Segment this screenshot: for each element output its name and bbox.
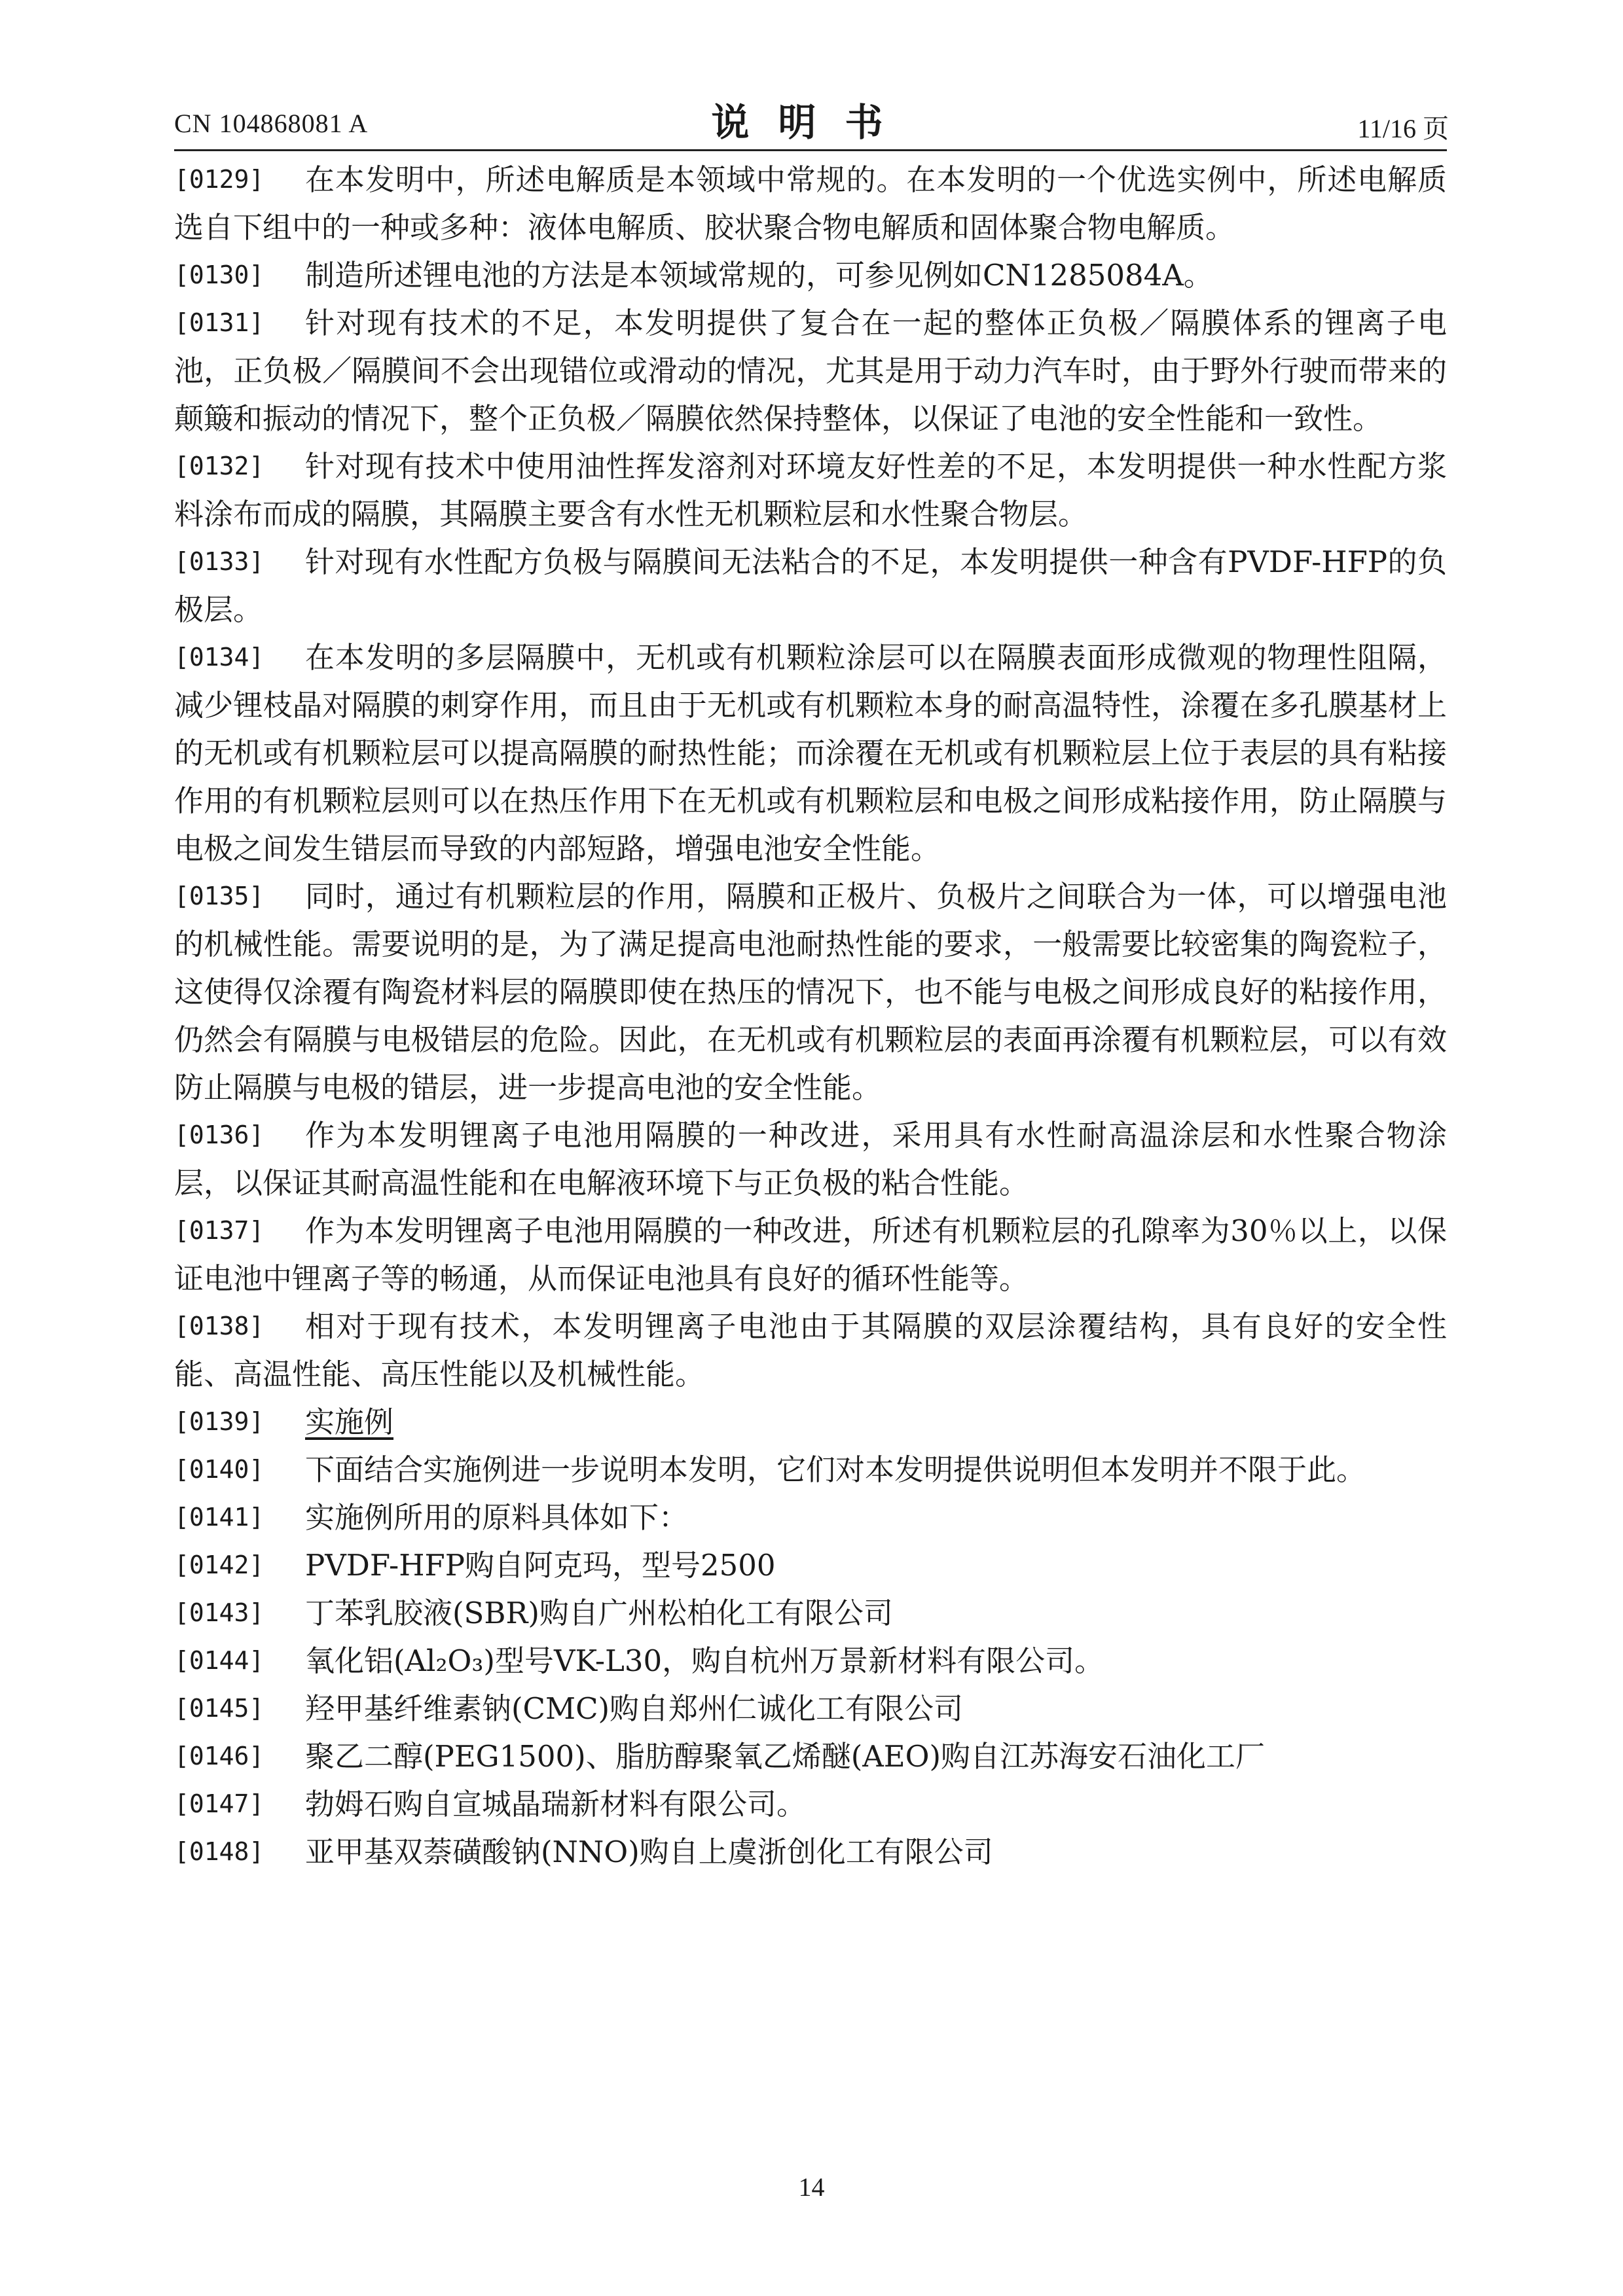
paragraph-text: 羟甲基纤维素钠(CMC)购自郑州仁诚化工有限公司 bbox=[305, 1691, 964, 1726]
paragraph-text: 针对现有水性配方负极与隔膜间无法粘合的不足，本发明提供一种含有PVDF-HFP的负极层。 bbox=[174, 545, 1447, 627]
paragraph-text: 氧化铝(Al₂O₃)型号VK-L30，购自杭州万景新材料有限公司。 bbox=[305, 1643, 1104, 1678]
page-fraction: 11/16 页 bbox=[1357, 114, 1449, 143]
paragraph-number: [0146] bbox=[174, 1742, 264, 1770]
paragraph-0129 bbox=[174, 156, 1447, 251]
paragraph-text: 勃姆石购自宣城晶瑞新材料有限公司。 bbox=[305, 1787, 807, 1821]
paragraph-number: [0134] bbox=[174, 643, 264, 672]
paragraph-number: [0137] bbox=[174, 1216, 264, 1245]
paragraph-number: [0133] bbox=[174, 547, 264, 576]
paragraph-text: 相对于现有技术，本发明锂离子电池由于其隔膜的双层涂覆结构，具有良好的安全性能、高温性能、高压性能以及机械性能。 bbox=[174, 1309, 1447, 1391]
document-number: CN 104868081 A bbox=[174, 109, 369, 138]
paragraph-text: 针对现有技术的不足，本发明提供了复合在一起的整体正负极／隔膜体系的锂离子电池，正负极／隔膜间不会出现错位或滑动的情况，尤其是用于动力汽车时，由于野外行驶而带来的颠簸和振动的情况下，整个正负极／隔膜依然保持整体，以保证了电池的安全性能和一致性。 bbox=[174, 306, 1447, 436]
paragraph-0131 bbox=[174, 299, 1447, 442]
header-divider bbox=[174, 149, 1447, 151]
paragraph-number: [0143] bbox=[174, 1598, 264, 1627]
paragraph-number: [0136] bbox=[174, 1121, 264, 1149]
paragraph-text: 亚甲基双萘磺酸钠(NNO)购自上虞浙创化工有限公司 bbox=[305, 1835, 993, 1869]
document-body bbox=[174, 156, 1447, 1876]
paragraph-text: 实施例所用的原料具体如下： bbox=[305, 1500, 689, 1535]
paragraph-number: [0139] bbox=[174, 1407, 264, 1436]
paragraph-number: [0141] bbox=[174, 1503, 264, 1532]
page-title: 说明书 bbox=[711, 100, 912, 145]
paragraph-text: 在本发明中，所述电解质是本领域中常规的。在本发明的一个优选实例中，所述电解质选自下组中的一种或多种：液体电解质、胶状聚合物电解质和固体聚合物电解质。 bbox=[174, 162, 1447, 245]
paragraph-0133 bbox=[174, 538, 1447, 634]
paragraph-text: 作为本发明锂离子电池用隔膜的一种改进，所述有机颗粒层的孔隙率为30％以上，以保证电池中锂离子等的畅通，从而保证电池具有良好的循环性能等。 bbox=[174, 1213, 1447, 1296]
paragraph-0140 bbox=[174, 1446, 1447, 1494]
paragraph-text: 作为本发明锂离子电池用隔膜的一种改进，采用具有水性耐高温涂层和水性聚合物涂层，以保证其耐高温性能和在电解液环境下与正负极的粘合性能。 bbox=[174, 1118, 1447, 1200]
page-number: 14 bbox=[798, 2172, 825, 2202]
paragraph-0143 bbox=[174, 1589, 1447, 1637]
paragraph-0141 bbox=[174, 1494, 1447, 1541]
paragraph-number: [0138] bbox=[174, 1312, 264, 1340]
paragraph-0144 bbox=[174, 1637, 1447, 1685]
paragraph-0132 bbox=[174, 442, 1447, 538]
section-heading: 实施例 bbox=[305, 1405, 394, 1439]
paragraph-number: [0142] bbox=[174, 1551, 264, 1579]
paragraph-number: [0148] bbox=[174, 1837, 264, 1866]
paragraph-0145 bbox=[174, 1685, 1447, 1732]
paragraph-text: PVDF-HFP购自阿克玛，型号2500 bbox=[305, 1548, 776, 1583]
paragraph-number: [0144] bbox=[174, 1646, 264, 1675]
paragraph-0138 bbox=[174, 1302, 1447, 1398]
paragraph-text: 同时，通过有机颗粒层的作用，隔膜和正极片、负极片之间联合为一体，可以增强电池的机械性能。需要说明的是，为了满足提高电池耐热性能的要求，一般需要比较密集的陶瓷粒子，这使得仅涂覆有陶瓷材料层的隔膜即使在热压的情况下，也不能与电极之间形成良好的粘接作用，仍然会有隔膜与电极错层的危险。因此，在无机或有机颗粒层的表面再涂覆有机颗粒层，可以有效防止隔膜与电极的错层，进一步提高电池的安全性能。 bbox=[174, 879, 1447, 1105]
paragraph-0137 bbox=[174, 1207, 1447, 1302]
paragraph-0134 bbox=[174, 634, 1447, 872]
paragraph-0148 bbox=[174, 1828, 1447, 1876]
paragraph-0142 bbox=[174, 1541, 1447, 1589]
paragraph-number: [0145] bbox=[174, 1694, 264, 1723]
paragraph-text: 丁苯乳胶液(SBR)购自广州松柏化工有限公司 bbox=[305, 1596, 893, 1630]
paragraph-text: 制造所述锂电池的方法是本领域常规的，可参见例如CN1285084A。 bbox=[305, 258, 1213, 293]
paragraph-0130 bbox=[174, 251, 1447, 299]
paragraph-0136 bbox=[174, 1111, 1447, 1207]
paragraph-number: [0135] bbox=[174, 882, 264, 910]
paragraph-number: [0132] bbox=[174, 452, 264, 480]
paragraph-number: [0130] bbox=[174, 260, 264, 289]
paragraph-number: [0131] bbox=[174, 308, 264, 337]
paragraph-0146 bbox=[174, 1732, 1447, 1780]
paragraph-number: [0140] bbox=[174, 1455, 264, 1484]
paragraph-text: 下面结合实施例进一步说明本发明，它们对本发明提供说明但本发明并不限于此。 bbox=[305, 1452, 1366, 1487]
paragraph-0147 bbox=[174, 1780, 1447, 1828]
paragraph-text: 针对现有技术中使用油性挥发溶剂对环境友好性差的不足，本发明提供一种水性配方浆料涂布而成的隔膜，其隔膜主要含有水性无机颗粒层和水性聚合物层。 bbox=[174, 449, 1447, 531]
paragraph-number: [0129] bbox=[174, 165, 264, 194]
paragraph-0135 bbox=[174, 872, 1447, 1111]
paragraph-text: 聚乙二醇(PEG1500)、脂肪醇聚氧乙烯醚(AEO)购自江苏海安石油化工厂 bbox=[305, 1739, 1266, 1774]
paragraph-number: [0147] bbox=[174, 1789, 264, 1818]
paragraph-0139 bbox=[174, 1398, 1447, 1446]
paragraph-text: 在本发明的多层隔膜中，无机或有机颗粒涂层可以在隔膜表面形成微观的物理性阻隔，减少锂枝晶对隔膜的刺穿作用，而且由于无机或有机颗粒本身的耐高温特性，涂覆在多孔膜基材上的无机或有机颗粒层可以提高隔膜的耐热性能；而涂覆在无机或有机颗粒层上位于表层的具有粘接作用的有机颗粒层则可以在热压作用下在无机或有机颗粒层和电极之间形成粘接作用，防止隔膜与电极之间发生错层而导致的内部短路，增强电池安全性能。 bbox=[174, 640, 1447, 866]
